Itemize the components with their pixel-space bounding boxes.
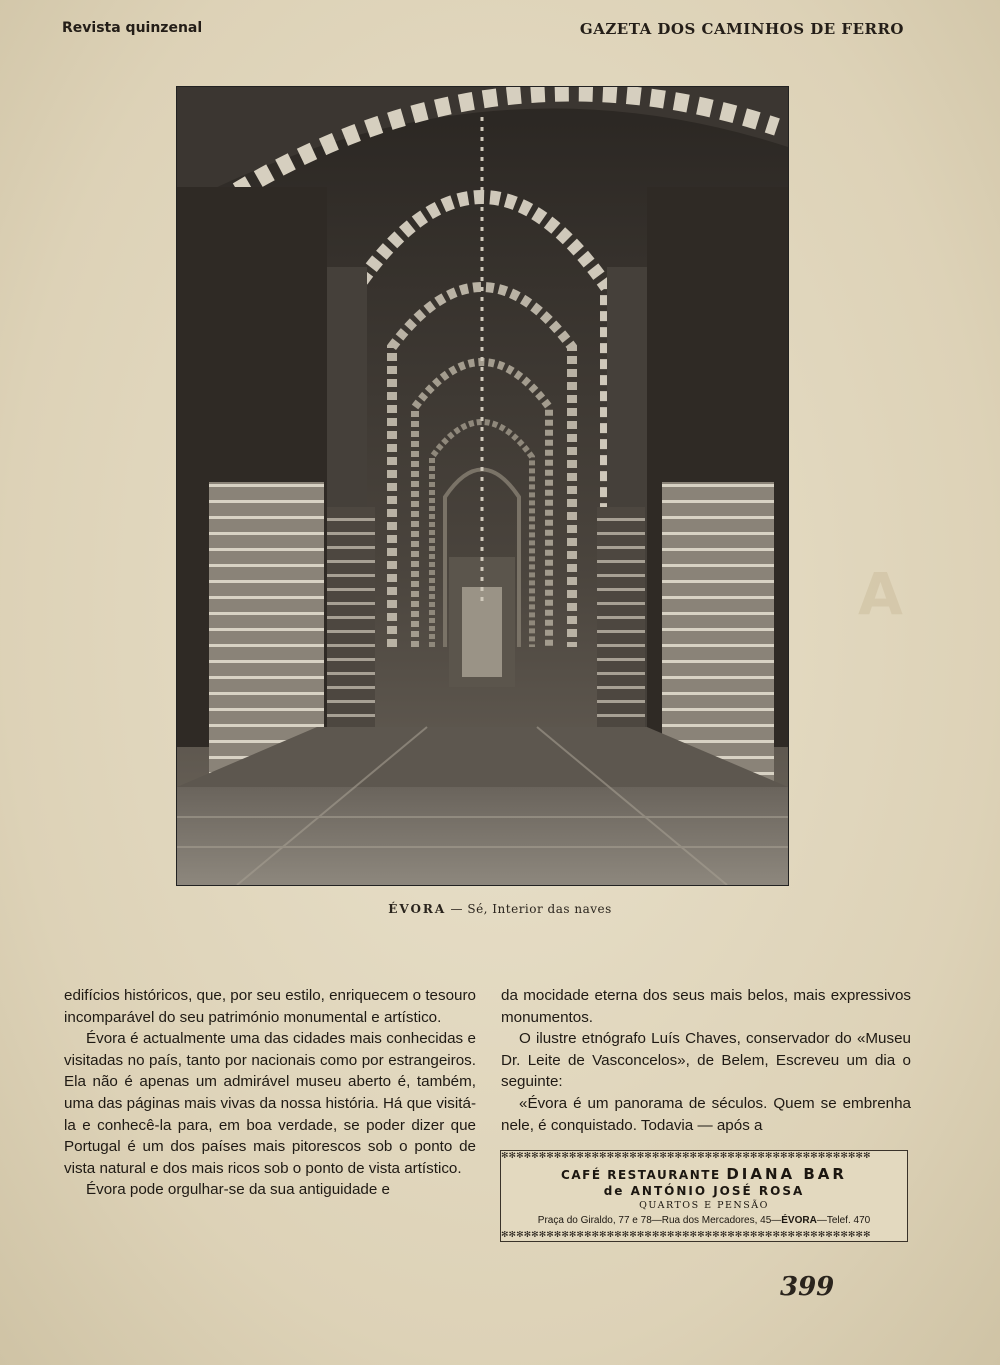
article-column-right bbox=[501, 985, 911, 1136]
paragraph: O ilustre etnógrafo Luís Chaves, conservador do «Museu Dr. Leite de Vasconcelos», de Belem, Escreveu um dia o seguinte: bbox=[501, 1030, 911, 1091]
ad-business-name: DIANA BAR bbox=[726, 1165, 847, 1183]
article-column-left bbox=[64, 985, 476, 1201]
running-header-left: Revista quinzenal bbox=[62, 20, 203, 36]
page-number: 399 bbox=[780, 1272, 835, 1302]
ad-address-line bbox=[513, 1215, 895, 1226]
ad-city: ÉVORA bbox=[781, 1215, 817, 1226]
cathedral-photo bbox=[176, 86, 789, 886]
photo-caption bbox=[0, 902, 1000, 916]
ad-business-type: CAFÉ RESTAURANTE bbox=[561, 1168, 721, 1182]
caption-text: — Sé, Interior das naves bbox=[450, 902, 612, 916]
advertisement-box bbox=[500, 1150, 908, 1242]
ad-phone: —Telef. 470 bbox=[816, 1215, 871, 1226]
paragraph: edifícios históricos, que, por seu estilo, enriquecem o tesouro incomparável do seu património monumental e artístico. bbox=[64, 987, 476, 1026]
paragraph: Évora pode orgulhar-se da sua antiguidade e bbox=[86, 1181, 390, 1199]
running-header-right: GAZETA DOS CAMINHOS DE FERRO bbox=[579, 20, 904, 38]
caption-place: ÉVORA bbox=[388, 902, 447, 916]
ad-business-line bbox=[513, 1165, 895, 1183]
ad-ornament-border: ✻✻✻✻✻✻✻✻✻✻✻✻✻✻✻✻✻✻✻✻✻✻✻✻✻✻✻✻✻✻✻✻✻✻✻✻✻✻✻✻✻✻✻✻✻✻✻✻✻ ✻✻✻✻✻✻✻✻✻✻✻✻✻✻✻✻✻✻✻✻✻✻✻✻✻✻✻✻✻✻✻✻✻✻✻✻✻✻✻✻✻✻✻✻✻✻✻✻✻ bbox=[501, 1152, 871, 1240]
paragraph: «Évora é um panorama de séculos. Quem se embrenha nele, é conquistado. Todavia — após a bbox=[501, 1094, 911, 1134]
paragraph: da mocidade eterna dos seus mais belos, mais expressivos monumentos. bbox=[501, 987, 911, 1026]
bleed-through-text: A bbox=[858, 560, 903, 628]
ad-services: QUARTOS E PENSÃO bbox=[639, 1200, 769, 1211]
ad-owner: de ANTÓNIO JOSÉ ROSA bbox=[603, 1184, 805, 1198]
ad-address: Praça do Giraldo, 77 e 78—Rua dos Mercadores, 45— bbox=[537, 1215, 782, 1226]
paragraph: Évora é actualmente uma das cidades mais conhecidas e visitadas no país, tanto por nacionais como por estrangeiros. Ela não é apenas um admirável museu aberto é, também, uma das páginas mais vivas da nossa história. Há que visitá-la e conhecê-la para, em boa verdade, se poder dizer que Portugal é um dos países mais pitorescos sob o ponto de vista natural e dos mais ricos sob o ponto de vista artístico. bbox=[64, 1030, 476, 1177]
